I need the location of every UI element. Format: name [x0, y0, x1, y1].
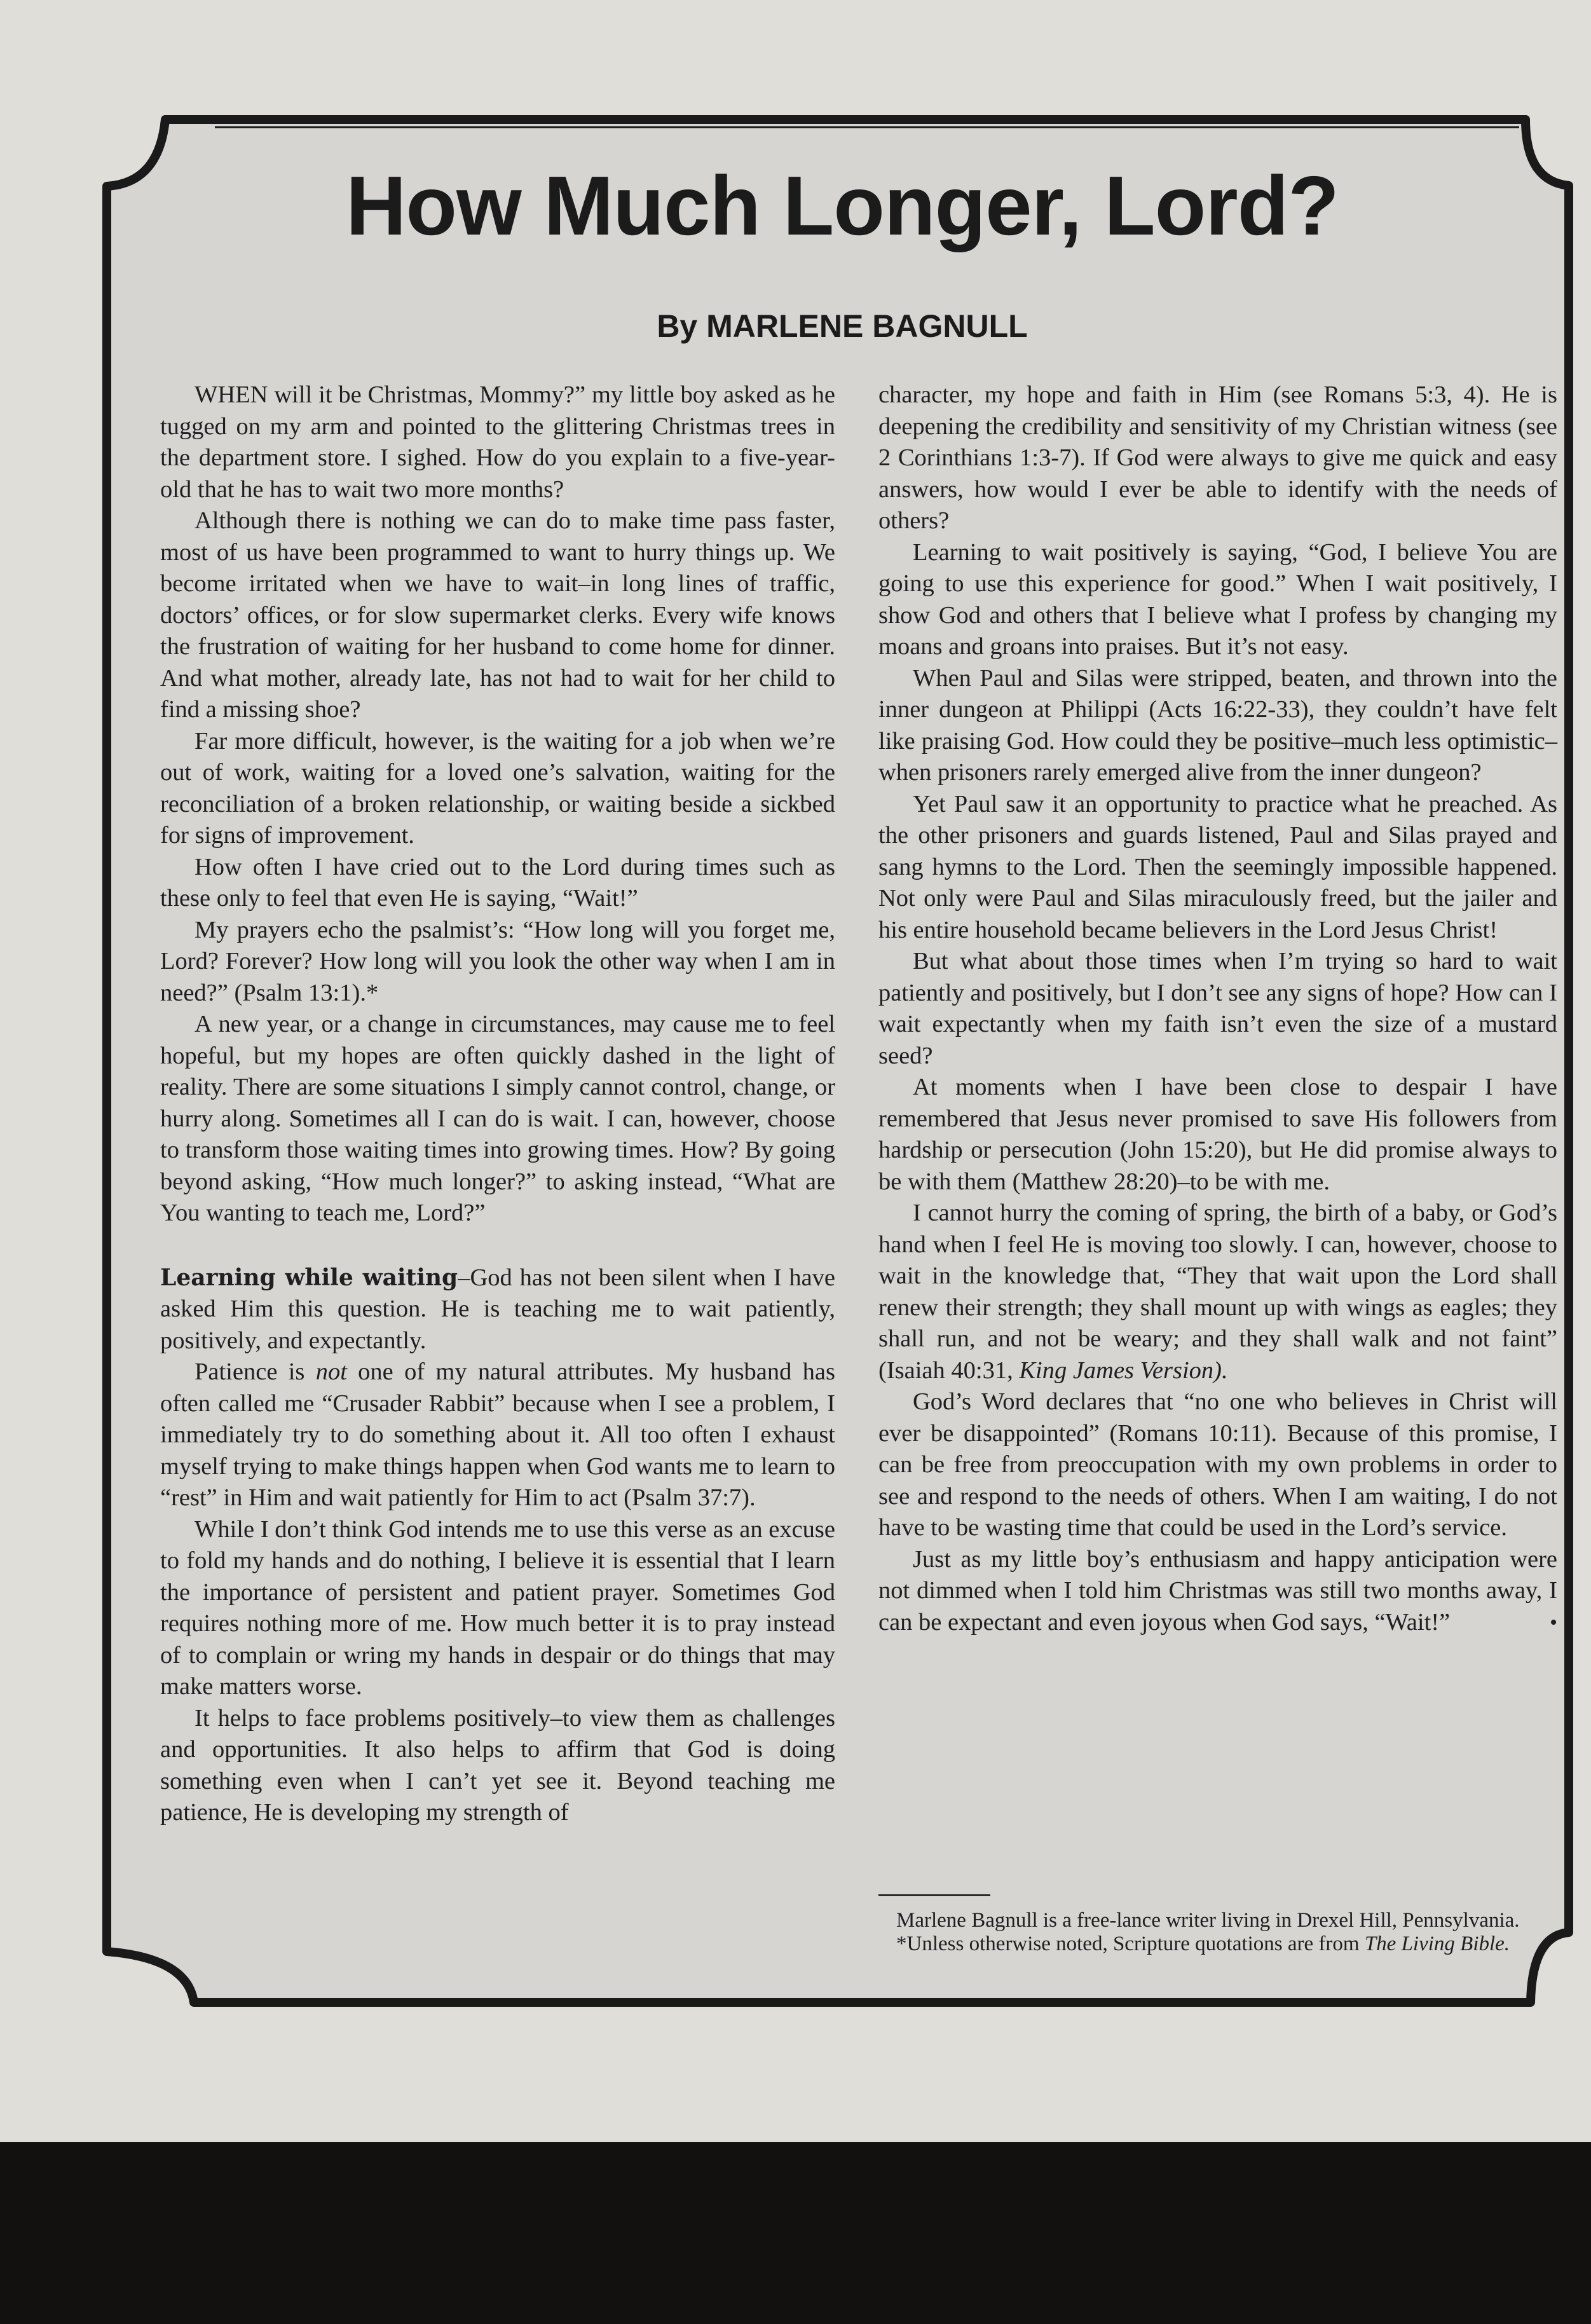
- body-paragraph: [878, 1544, 1557, 1639]
- emphasis-text: King James Version).: [1019, 1357, 1228, 1384]
- body-paragraph: How often I have cried out to the Lord during times such as these only to feel that even He is saying, “Wait!”: [160, 853, 835, 912]
- body-paragraph: At moments when I have been close to despair I have remembered that Jesus never promised to save His followers from hardship or persecution (John 15:20), but He did promise always to be with them (Matthew 28:20)–to be with me.: [878, 1074, 1557, 1195]
- body-paragraph: Learning to wait positively is saying, “God, I believe You are going to use this experience for good.” When I wait positively, I show God and others that I believe what I profess by changing my moans and groans into praises. But it’s not easy.: [878, 538, 1557, 660]
- body-paragraph: [878, 1198, 1557, 1386]
- body-paragraph: A new year, or a change in circumstances, may cause me to feel hopeful, but my hopes are often quickly dashed in the light of reality. There are some situations I simply cannot control, change, or hurry along. Sometimes all I can do is wait. I can, however, choose to transform those waiting times into growing times. How? By going beyond asking, “How much longer?” to asking instead, “What are You wanting to teach me, Lord?”: [160, 1011, 835, 1226]
- emphasis-text: not: [315, 1358, 347, 1385]
- body-paragraph: Although there is nothing we can do to make time pass faster, most of us have been programmed to want to hurry things up. We become irritated when we have to wait–in long lines of traffic, doctors’ offices, or for slow supermarket clerks. Every wife knows the frustration of waiting for her husband to come home for dinner. And what mother, already late, has not had to wait for her child to find a missing shoe?: [160, 507, 835, 723]
- text-run: *Unless otherwise noted, Scripture quotations are from: [896, 1932, 1365, 1955]
- left-column: [160, 379, 835, 1829]
- subhead-paragraph: [160, 1262, 835, 1357]
- body-paragraph: It helps to face problems positively–to view them as challenges and opportunities. It also helps to affirm that God is doing something even when I can’t yet see it. Beyond teaching me patience, He is developing my strength of: [160, 1704, 835, 1826]
- text-run: Just as my little boy’s enthusiasm and happy anticipation were not dimmed when I told him Christmas was still two months away, I can be expectant and even joyous when God says, “Wait!”: [878, 1545, 1557, 1636]
- text-run: I cannot hurry the coming of spring, the birth of a baby, or God’s hand when I feel He is moving too slowly. I can, however, choose to wait in the knowledge that, “They that wait upon the Lord shall renew their strength; they shall mount up with wings as eagles; they shall run, and not be weary; and they shall walk and not faint” (Isaiah 40:31,: [878, 1200, 1557, 1384]
- body-paragraph: But what about those times when I’m trying so hard to wait patiently and positively, but I don’t see any signs of hope? How can I wait expectantly when my faith isn’t even the size of a mustard seed?: [878, 948, 1557, 1069]
- body-paragraph: Yet Paul saw it an opportunity to practice what he preached. As the other prisoners and guards listened, Paul and Silas prayed and sang hymns to the Lord. Then the seemingly impossible happened. Not only were Paul and Silas miraculously freed, but the jailer and his entire household became believers in the Lord Jesus Christ!: [878, 790, 1557, 943]
- author-note: Marlene Bagnull is a free-lance writer living in Drexel Hill, Pennsylvania.: [896, 1909, 1520, 1932]
- right-column: [878, 379, 1557, 1638]
- body-paragraph: character, my hope and faith in Him (see Romans 5:3, 4). He is deepening the credibility and sensitivity of my Christian witness (see 2 Corinthians 1:3-7). If God were always to give me quick and easy answers, how would I ever be able to identify with the needs of others?: [878, 381, 1557, 534]
- body-paragraph: When Paul and Silas were stripped, beaten, and thrown into the inner dungeon at Philippi (Acts 16:22-33), they couldn’t have felt like praising God. How could they be positive–much less optimistic–when prisoners rarely emerged alive from the inner dungeon?: [878, 664, 1557, 786]
- text-run: one of my natural attributes. My husband has often called me “Crusader Rabbit” because when I see a problem, I immediately try to do something about it. All too often I exhaust myself trying to make things happen when God wants me to learn to “rest” in Him and wait patiently for Him to act (Psalm 37:7).: [160, 1358, 836, 1511]
- body-paragraph: [160, 1357, 835, 1514]
- subhead-paragraph-text: –God has not been silent when I have asked Him this question. He is teaching me to wait patiently, positively, and expectantly.: [160, 1264, 836, 1354]
- body-paragraph: Far more difficult, however, is the waiting for a job when we’re out of work, waiting for a loved one’s salvation, waiting for the reconciliation of a broken relationship, or waiting beside a sickbed for signs of improvement.: [160, 727, 835, 849]
- emphasis-text: The Living Bible.: [1364, 1932, 1510, 1955]
- dark-background: [0, 2142, 1591, 2324]
- text-run: Patience is: [195, 1358, 316, 1385]
- body-paragraph: My prayers echo the psalmist’s: “How long will you forget me, Lord? Forever? How long will you look the other way when I am in need?” (Psalm 13:1).*: [160, 916, 835, 1006]
- end-mark-icon: •: [1550, 1610, 1557, 1634]
- footnote-rule: [878, 1894, 990, 1896]
- body-paragraph: WHEN will it be Christmas, Mommy?” my little boy asked as he tugged on my arm and pointed to the glittering Christmas trees in the department store. I sighed. How do you explain to a five-year-old that he has to wait two more months?: [160, 381, 835, 503]
- scripture-note: [878, 1932, 1557, 1956]
- section-subhead: Learning while waiting: [160, 1264, 458, 1291]
- article-title: How Much Longer, Lord?: [346, 159, 1339, 252]
- body-paragraph: God’s Word declares that “no one who believes in Christ will ever be disappointed” (Romans 10:11). Because of this promise, I can be free from preoccupation with my own problems in order to see and respond to the needs of others. When I am waiting, I do not have to be wasting time that could be used in the Lord’s service.: [878, 1388, 1557, 1541]
- body-paragraph: While I don’t think God intends me to use this verse as an excuse to fold my hands and do nothing, I believe it is essential that I learn the importance of persistent and patient prayer. Sometimes God requires nothing more of me. How much better it is to pray instead of to complain or wring my hands in despair or do things that may make matters worse.: [160, 1515, 835, 1700]
- article-byline: By MARLENE BAGNULL: [657, 308, 1028, 344]
- section-gap: [160, 1229, 835, 1262]
- footnotes: [878, 1894, 1557, 1956]
